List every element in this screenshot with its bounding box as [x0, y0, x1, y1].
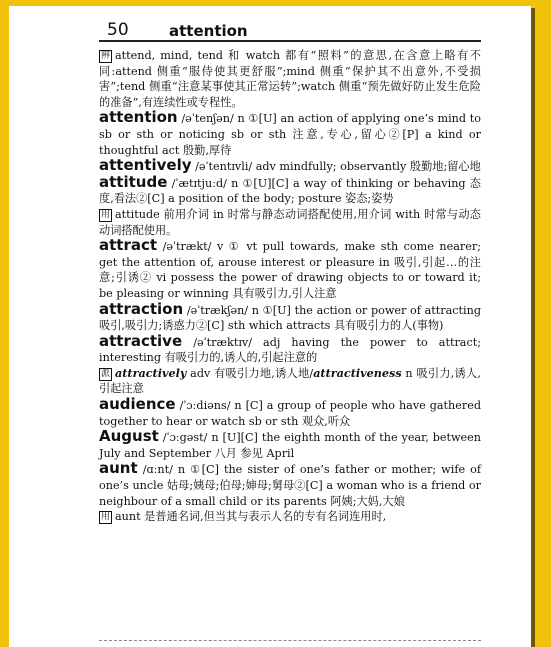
running-headword: attention [169, 22, 248, 40]
derived-word: attractiveness [313, 365, 402, 380]
dictionary-entry [99, 397, 481, 429]
entry-headword: aunt [99, 459, 138, 478]
dictionary-entry [99, 110, 481, 158]
dictionary-page [9, 6, 531, 647]
dictionary-entry [99, 172, 481, 207]
entry-headword: August [99, 427, 159, 446]
page-header [99, 6, 481, 42]
dictionary-entry [99, 238, 481, 301]
entry-headword: attitude [99, 172, 168, 191]
entry-body: /əˈtenʃən/ n ①[U] an action of applying one’s mind to sb or sth or noticing sb or sth 注意,专心,留心②[P] a kind or thoughtful act 殷勤,厚待 [99, 112, 482, 157]
entry-label-box: 用 [101, 512, 111, 523]
usage-note-entry [99, 48, 481, 110]
entry-headword: attraction [99, 299, 184, 318]
entry-body: n 吸引力,诱人,引起注意 [99, 366, 481, 396]
entry-headword: attract [99, 236, 158, 255]
entry-body: attend, mind, tend 和 watch 都有“照料”的意思,在含意上略有不同:attend 侧重“服侍使其更舒服”;mind 侧重“保护其不出意外,不受损害”;tend 侧重“注意某事使其正常运转”;watch 侧重“预先做好防止发生危险的准备”,有连续性或专程性。 [99, 49, 481, 109]
dictionary-entry [99, 461, 481, 509]
dictionary-entry [99, 299, 481, 334]
entry-body: /əˈtrækt/ v ① vt pull towards, make sth come nearer; get the attention of, arouse interest or pleasure in 吸引,引起…的注意;引诱② vi possess the power of drawing objects to or toward it; be pleasing or winning 具有吸引力,引人注意 [99, 240, 482, 300]
page-content [99, 6, 481, 525]
bottom-dashed-rule [99, 640, 481, 641]
entry-body: /ˈɔːdiəns/ n [C] a group of people who have gathered together to hear or watch sb or sth 观众,听众 [99, 399, 482, 428]
entry-body: /əˈtræktɪv/ adj having the power to attract; interesting 有吸引力的,诱人的,引起注意的 [99, 335, 482, 365]
entry-body: /əˈtrækʃən/ n ①[U] the action or power of attracting 吸引,吸引力;诱惑力②[C] sth which attracts 具有吸引力的人(事物) [99, 303, 481, 333]
entry-headword: audience [99, 395, 176, 414]
derivative-entry [99, 366, 481, 397]
entry-body: /ˈætɪtjuːd/ n ①[U][C] a way of thinking or behaving 态度,看法②[C] a position of the body; posture 姿态;姿势 [99, 176, 481, 206]
entry-label-box: 用 [101, 209, 111, 220]
entry-body: attitude 前用介词 in 时常与静态动词搭配使用,用介词 with 时常与动态动词搭配使用。 [99, 207, 481, 237]
entry-body: /ɑːnt/ n ①[C] the sister of one’s father or mother; wife of one’s uncle 姑母;姨母;伯母;婶母;舅母②[C] a woman who is a friend or neighbour of a small child or its parents 阿姨;大妈,大娘 [99, 463, 481, 508]
entry-list [99, 48, 481, 525]
entry-headword: attractive [99, 331, 183, 350]
entry-body: /ˈɔːgəst/ n [U][C] the eighth month of the year, between July and September 八月 参见 April [99, 431, 482, 460]
entry-body: aunt 是普通名词,但当其与表示人名的专有名词连用时, [115, 510, 387, 524]
page-number: 50 [107, 20, 129, 40]
derived-word: attractively [115, 365, 187, 380]
usage-note-entry [99, 207, 481, 238]
entry-body: adv 有吸引力地,诱人地/ [186, 366, 314, 380]
entry-label-box: 辨 [101, 51, 111, 61]
dictionary-entry [99, 331, 482, 366]
entry-body: /əˈtentɪvli/ adv mindfully; observantly 殷勤地;留心地 [195, 160, 481, 174]
entry-headword: attention [99, 108, 178, 127]
usage-note-entry [99, 509, 481, 525]
entry-label-box: 派 [101, 368, 111, 379]
entry-headword: attentively [99, 156, 192, 175]
dictionary-entry [99, 429, 481, 461]
